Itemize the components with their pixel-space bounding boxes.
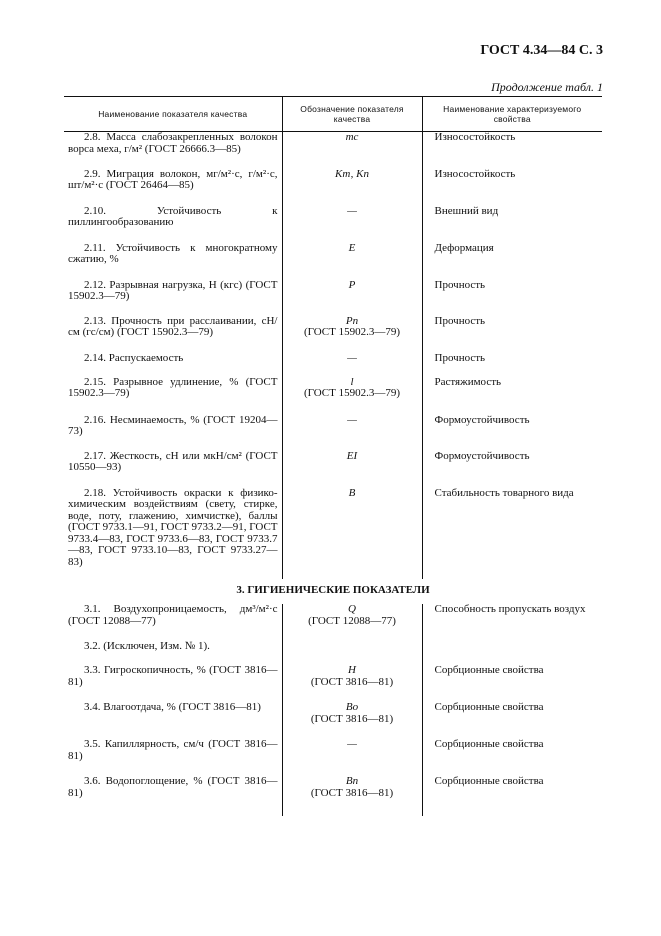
property-name: Прочность [434, 278, 486, 291]
indicator-symbol: — [347, 351, 357, 364]
indicator-symbol-cell [282, 206, 422, 243]
indicator-name-cell [64, 206, 282, 243]
property-name: Сорбционные свойства [434, 701, 544, 713]
indicator-name-cell [64, 702, 282, 739]
property-name: Сорбционные свойства [434, 664, 544, 676]
indicator-name: 2.9. Миграция волокон, мг/м²·с, г/м²·с, шт/м²·с (ГОСТ 26464—85) [68, 167, 278, 191]
indicator-name-cell [64, 451, 282, 488]
indicator-symbol: — [347, 204, 357, 217]
table-row [64, 488, 602, 579]
indicator-symbol: Bп [345, 775, 359, 787]
indicator-symbol-cell [282, 280, 422, 316]
indicator-name: 2.17. Жесткость, сН или мкН/см² (ГОСТ 10550—93) [68, 449, 278, 473]
indicator-name-cell [64, 316, 282, 353]
quality-indicators-table [64, 96, 602, 816]
column-header-property: Наименование характеризуемого свойства [422, 97, 602, 132]
property-name: Прочность [434, 351, 486, 364]
table-row [64, 377, 602, 415]
indicator-name: 3.4. Влагоотдача, % (ГОСТ 3816—81) [84, 701, 261, 713]
table-section [64, 579, 602, 605]
indicator-name: 2.8. Масса слабозакрепленных волокон ворса меха, г/м² (ГОСТ 26666.3—85) [68, 131, 278, 155]
property-name: Растяжимость [434, 375, 502, 388]
indicator-name: 2.14. Распускаемость [84, 351, 184, 364]
table-body-mechanical [64, 132, 602, 579]
table-row [64, 739, 602, 776]
table-row [64, 776, 602, 816]
indicator-symbol-cell [282, 641, 422, 665]
indicator-symbol: Q [348, 603, 356, 615]
indicator-symbol-cell [282, 243, 422, 280]
indicator-name-cell [64, 641, 282, 665]
indicator-symbol: l [350, 375, 354, 388]
indicator-symbol-cell [282, 451, 422, 488]
table-row [64, 604, 602, 641]
indicator-symbol-cell [282, 132, 422, 169]
table-continuation-label: Продолжение табл. 1 [491, 80, 603, 94]
indicator-symbol-cell [282, 169, 422, 206]
indicator-symbol: H [348, 664, 356, 676]
indicator-name: 3.1. Воздухопроницаемость, дм³/м²·с (ГОСТ 12088—77) [68, 603, 278, 627]
indicator-name-cell [64, 132, 282, 169]
column-header-symbol: Обозначение показателя качества [282, 97, 422, 132]
indicator-name-cell [64, 377, 282, 415]
indicator-name-cell [64, 415, 282, 451]
property-name: Износостойкость [434, 131, 516, 143]
property-name: Формоустойчивость [434, 413, 530, 426]
indicator-name-cell [64, 280, 282, 316]
indicator-symbol-reference: (ГОСТ 15902.3—79) [303, 326, 401, 338]
section-row [64, 579, 602, 605]
indicator-symbol-cell [282, 353, 422, 377]
indicator-name: 2.15. Разрывное удлинение, % (ГОСТ 15902.3—79) [68, 375, 278, 399]
indicator-name: 3.2. (Исключен, Изм. № 1). [84, 640, 210, 652]
property-name: Износостойкость [434, 167, 516, 180]
property-name: Сорбционные свойства [434, 775, 544, 787]
indicator-symbol-reference: (ГОСТ 3816—81) [310, 712, 394, 725]
indicator-name-cell [64, 665, 282, 702]
property-name: Прочность [434, 314, 486, 327]
property-name: Стабильность товарного вида [434, 486, 574, 499]
indicator-symbol: Kт, Kп [335, 167, 369, 180]
indicator-name: 3.5. Капиллярность, см/ч (ГОСТ 3816—81) [68, 738, 278, 762]
property-name: Деформация [434, 241, 494, 254]
table-row [64, 415, 602, 451]
table-row [64, 665, 602, 702]
indicator-name: 2.11. Устойчивость к многократному сжатию, % [68, 241, 278, 265]
table-row [64, 641, 602, 665]
table-row [64, 206, 602, 243]
indicator-symbol: EI [346, 449, 358, 462]
column-header-indicator: Наименование показателя качества [64, 97, 282, 132]
property-name: Внешний вид [434, 204, 499, 217]
indicator-symbol-cell [282, 316, 422, 353]
indicator-symbol: — [347, 738, 357, 750]
indicator-symbol-reference: (ГОСТ 12088—77) [308, 614, 396, 627]
table-row [64, 280, 602, 316]
indicator-symbol-cell [282, 415, 422, 451]
page-header: ГОСТ 4.34—84 С. 3 [480, 43, 603, 58]
property-name [422, 641, 602, 665]
property-name: Формоустойчивость [434, 449, 530, 462]
indicator-name: 2.16. Несминаемость, % (ГОСТ 19204—73) [68, 413, 278, 437]
property-name: Способность пропускать воздух [434, 603, 586, 615]
indicator-name-cell [64, 604, 282, 641]
indicator-name-cell [64, 739, 282, 776]
indicator-name: 3.3. Гигроскопичность, % (ГОСТ 3816—81) [68, 664, 278, 688]
indicator-name-cell [64, 169, 282, 206]
indicator-symbol-cell [282, 377, 422, 415]
indicator-symbol-cell [282, 488, 422, 579]
indicator-symbol: P [348, 278, 356, 291]
indicator-symbol-reference: (ГОСТ 3816—81) [310, 786, 394, 799]
table-row [64, 316, 602, 353]
indicator-symbol-cell [282, 776, 422, 816]
table-row [64, 353, 602, 377]
indicator-name-cell [64, 488, 282, 579]
indicator-name: 2.12. Разрывная нагрузка, Н (кгс) (ГОСТ 15902.3—79) [68, 278, 278, 302]
indicator-symbol: Bо [345, 701, 359, 713]
indicator-symbol-reference: (ГОСТ 3816—81) [310, 675, 394, 688]
indicator-name: 2.13. Прочность при расслаивании, сН/см (гс/см) (ГОСТ 15902.3—79) [68, 314, 278, 338]
indicator-name: 2.10. Устойчивость к пиллингообразованию [68, 204, 278, 228]
table-row [64, 451, 602, 488]
indicator-name-cell [64, 776, 282, 816]
indicator-symbol-reference: (ГОСТ 15902.3—79) [303, 387, 401, 399]
indicator-name: 3.6. Водопоглощение, % (ГОСТ 3816—81) [68, 775, 278, 799]
indicator-symbol-cell [282, 702, 422, 739]
indicator-symbol-cell [282, 665, 422, 702]
table-row [64, 169, 602, 206]
table-header-row [64, 97, 602, 132]
table-row [64, 243, 602, 280]
indicator-symbol: — [347, 413, 357, 426]
table-row [64, 132, 602, 169]
indicator-symbol: B [348, 486, 356, 499]
indicator-symbol: mс [345, 131, 359, 143]
property-name: Сорбционные свойства [434, 738, 544, 750]
indicator-symbol-cell [282, 604, 422, 641]
table-row [64, 702, 602, 739]
section-title: 3. ГИГИЕНИЧЕСКИЕ ПОКАЗАТЕЛИ [236, 583, 430, 596]
indicator-symbol: E [348, 241, 356, 254]
indicator-name: 2.18. Устойчивость окраски к физико-химическим воздействиям (свету, стирке, воде, поту, глажению, химчистке), баллы (ГОСТ 9733.1—91, ГОСТ 9733.2—91, ГОСТ 9733.4—83, ГОСТ 9733.6—83, ГОСТ 9733.7—83, ГОСТ 9733.10—83, ГОСТ 9733.27—83) [68, 486, 278, 568]
indicator-name-cell [64, 243, 282, 280]
indicator-symbol-cell [282, 739, 422, 776]
indicator-name-cell [64, 353, 282, 377]
table-body-hygienic [64, 604, 602, 816]
indicator-symbol: Pп [345, 314, 359, 327]
